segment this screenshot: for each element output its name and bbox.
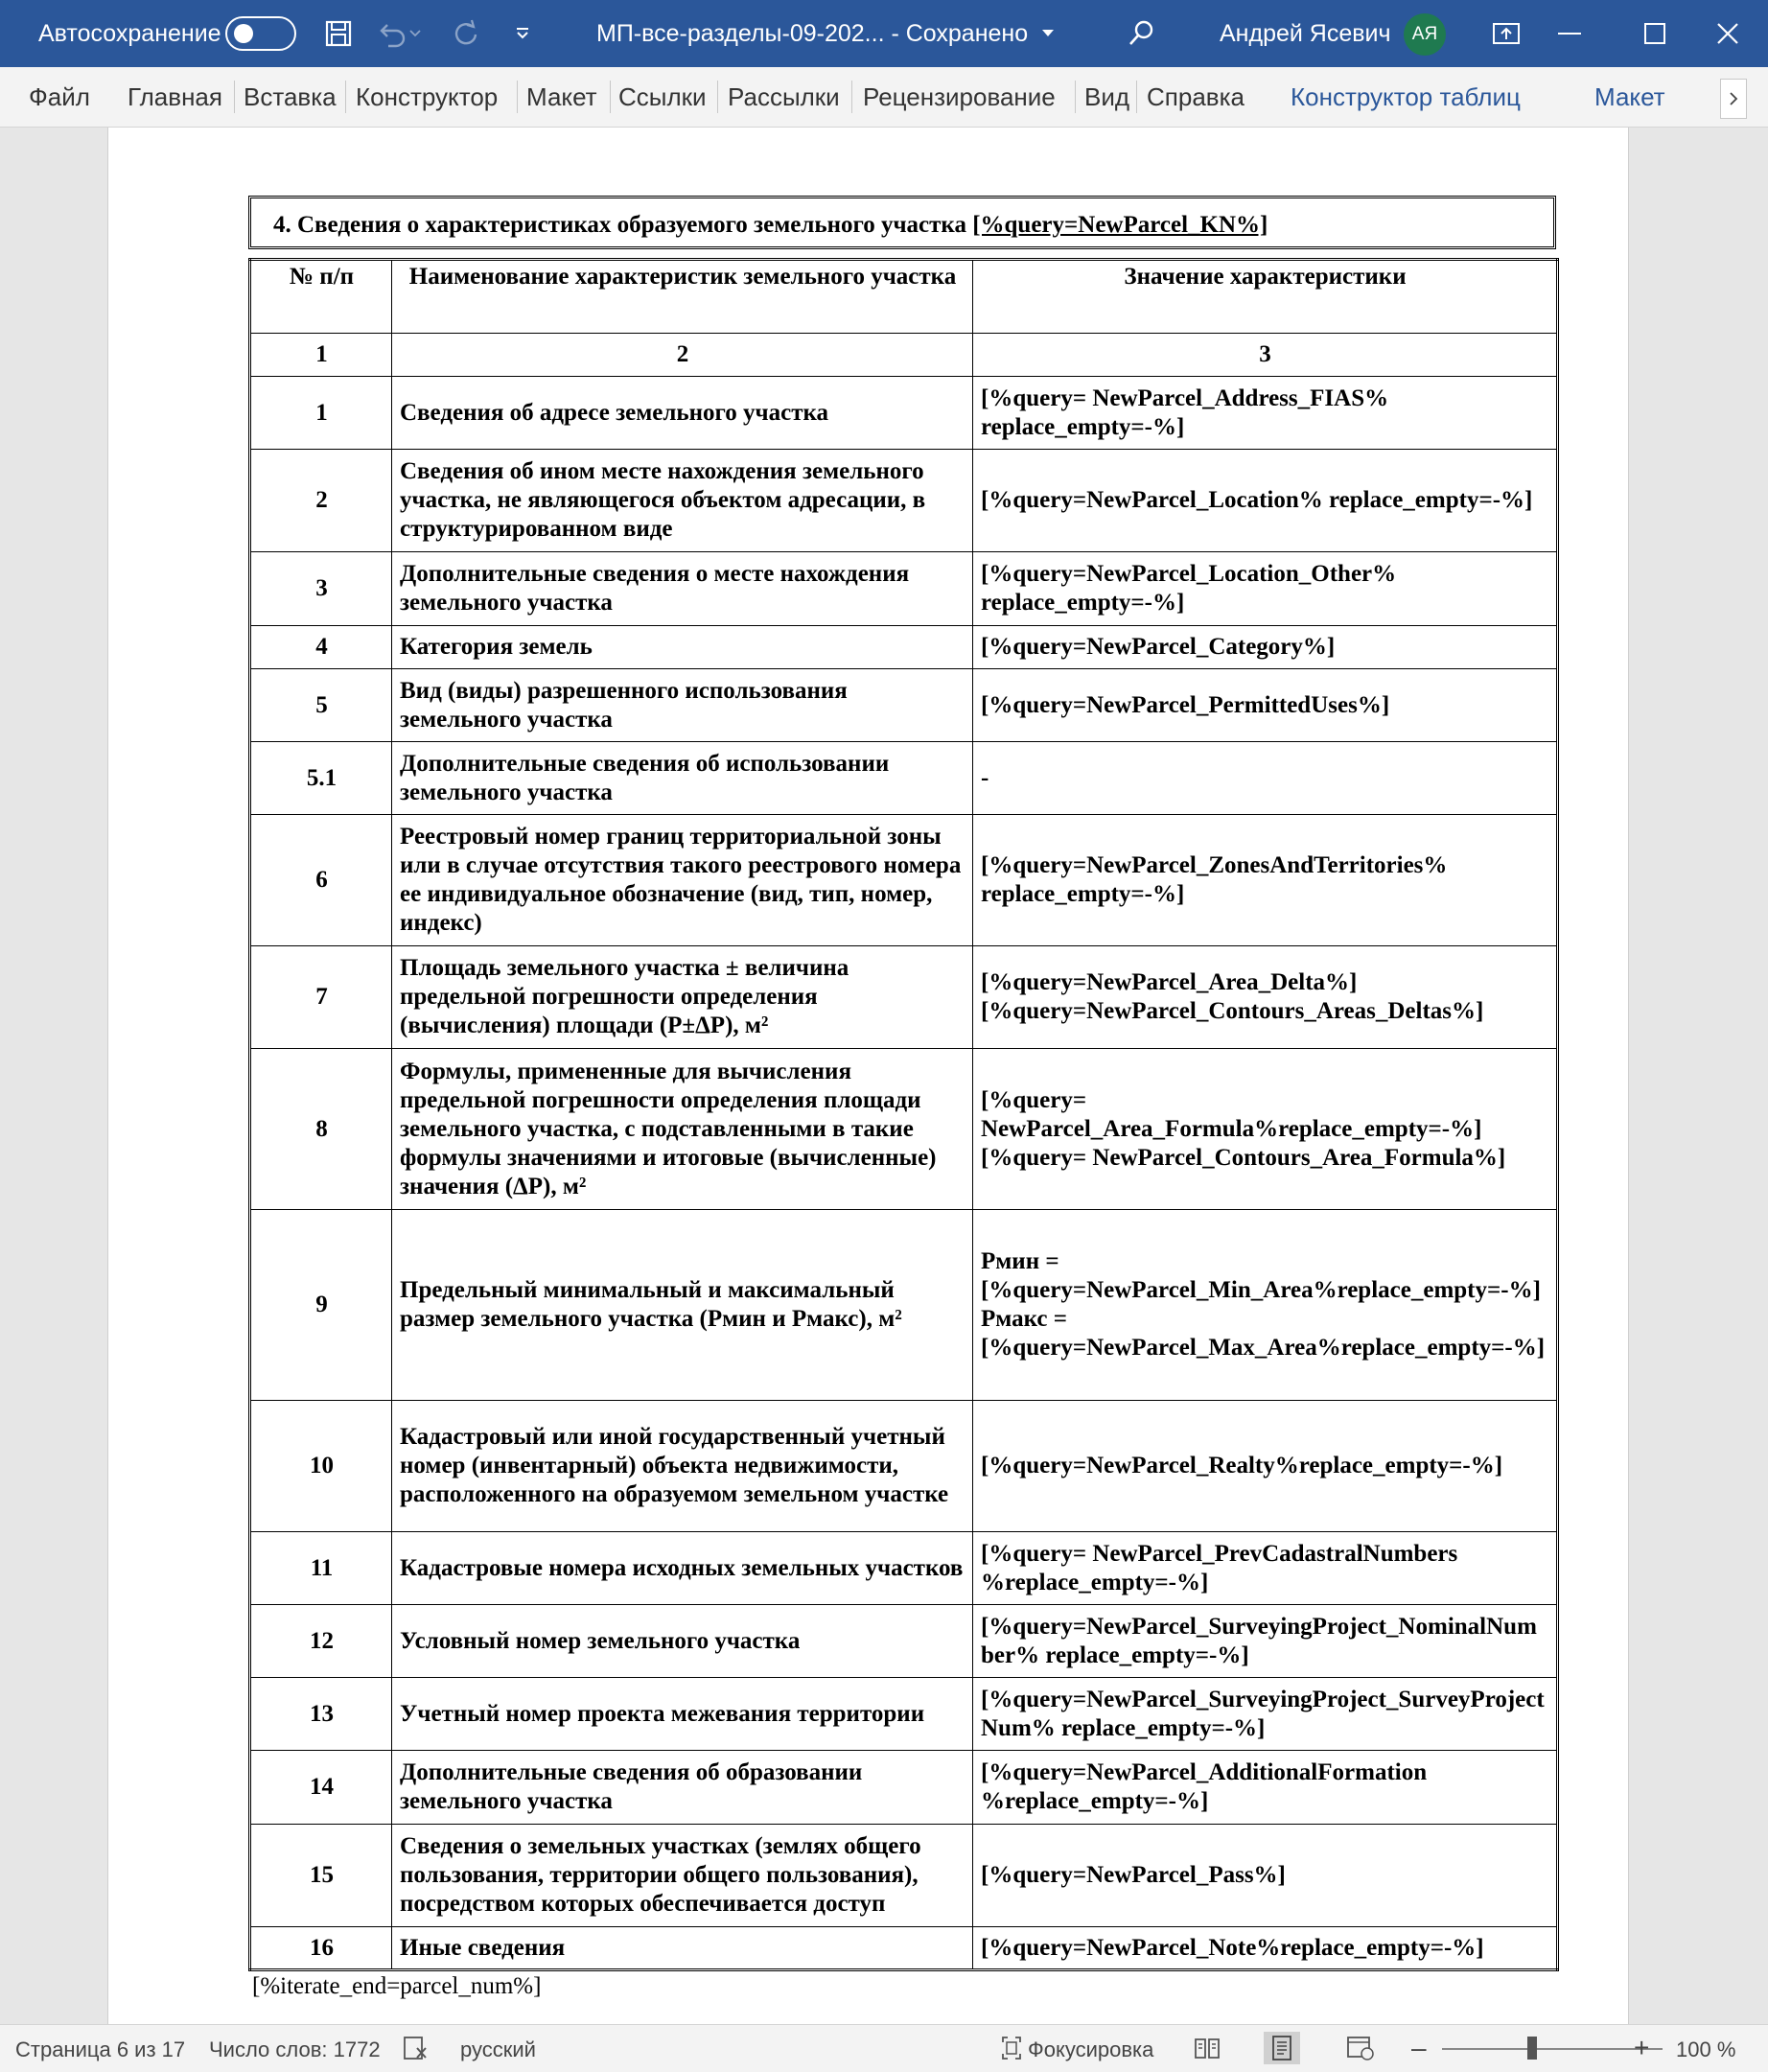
language[interactable]: русский xyxy=(460,2037,536,2061)
row-number[interactable]: 12 xyxy=(250,1605,392,1678)
row-value[interactable]: [%query=NewParcel_Category%] xyxy=(973,626,1558,669)
row-number[interactable]: 13 xyxy=(250,1678,392,1751)
table-row xyxy=(250,1401,1558,1532)
row-value[interactable]: [%query=NewParcel_Note%replace_empty=-%] xyxy=(973,1927,1558,1970)
tab-separator xyxy=(1075,81,1076,113)
table-row xyxy=(250,742,1558,815)
tab-help[interactable]: Справка xyxy=(1147,82,1245,111)
user-name[interactable]: Андрей Ясевич xyxy=(1220,20,1391,47)
ribbon-display-icon[interactable] xyxy=(1488,15,1524,52)
row-number[interactable]: 5 xyxy=(250,669,392,742)
column-header[interactable]: Значение характеристики xyxy=(973,260,1558,334)
print-layout-icon[interactable] xyxy=(1264,2032,1300,2064)
row-characteristic[interactable]: Учетный номер проекта межевания территории xyxy=(392,1678,973,1751)
row-number[interactable]: 16 xyxy=(250,1927,392,1970)
tab-separator xyxy=(234,81,235,113)
document-title[interactable]: МП-все-разделы-09-202... - Сохранено xyxy=(596,20,1029,47)
row-characteristic[interactable]: Категория земель xyxy=(392,626,973,669)
row-number[interactable]: 7 xyxy=(250,946,392,1049)
zoom-slider-thumb[interactable] xyxy=(1527,2037,1537,2060)
document-page[interactable] xyxy=(107,128,1629,2024)
close-icon[interactable] xyxy=(1710,15,1746,52)
tab-view[interactable]: Вид xyxy=(1084,82,1130,111)
row-value[interactable]: [%query=NewParcel_Location_Other% replace_empty=-%] xyxy=(973,552,1558,626)
row-number[interactable]: 9 xyxy=(250,1210,392,1401)
row-number[interactable]: 1 xyxy=(250,377,392,450)
read-mode-icon[interactable] xyxy=(1189,2032,1225,2064)
document-canvas[interactable] xyxy=(0,128,1768,2024)
row-value[interactable]: [%query= NewParcel_PrevCadastralNumbers %replace_empty=-%] xyxy=(973,1532,1558,1605)
table-row xyxy=(250,377,1558,450)
row-characteristic[interactable]: Формулы, примененные для вычисления предельной погрешности определения площади земельного участка, с подставленными в такие формулы значениями и итоговые (вычисленные) значения (ΔР), м² xyxy=(392,1049,973,1210)
column-header[interactable]: Наименование характеристик земельного участка xyxy=(392,260,973,334)
save-icon[interactable] xyxy=(320,15,357,52)
status-bar xyxy=(0,2024,1768,2072)
column-header[interactable]: № п/п xyxy=(250,260,392,334)
tab-separator xyxy=(1136,81,1137,113)
minimize-icon[interactable] xyxy=(1551,15,1588,52)
proofing-icon[interactable] xyxy=(397,2032,433,2064)
row-characteristic[interactable]: Реестровый номер границ территориальной зоны или в случае отсутствия такого реестрового номера ее индивидуальное обозначение (вид, тип, номер, индекс) xyxy=(392,815,973,946)
row-value[interactable]: [%query= NewParcel_Address_FIAS% replace_empty=-%] xyxy=(973,377,1558,450)
tab-mailings[interactable]: Рассылки xyxy=(728,82,840,111)
table-row xyxy=(250,1751,1558,1825)
row-number[interactable]: 2 xyxy=(250,450,392,552)
row-number[interactable]: 6 xyxy=(250,815,392,946)
column-index[interactable]: 3 xyxy=(973,334,1558,377)
table-row xyxy=(250,1678,1558,1751)
column-index[interactable]: 2 xyxy=(392,334,973,377)
row-number[interactable]: 4 xyxy=(250,626,392,669)
tab-separator xyxy=(610,81,611,113)
table-row xyxy=(250,1927,1558,1970)
tab-separator xyxy=(517,81,518,113)
row-characteristic[interactable]: Условный номер земельного участка xyxy=(392,1605,973,1678)
table-row xyxy=(250,552,1558,626)
tab-layout[interactable]: Макет xyxy=(526,82,597,111)
redo-icon[interactable] xyxy=(448,15,484,52)
web-layout-icon[interactable] xyxy=(1342,2032,1379,2064)
tab-references[interactable]: Ссылки xyxy=(618,82,707,111)
tab-file[interactable]: Файл xyxy=(29,82,90,111)
tab-table-layout[interactable]: Макет xyxy=(1594,82,1665,111)
row-characteristic[interactable]: Сведения об адресе земельного участка xyxy=(392,377,973,450)
row-value[interactable]: [%query=NewParcel_ZonesAndTerritories% replace_empty=-%] xyxy=(973,815,1558,946)
row-number[interactable]: 10 xyxy=(250,1401,392,1532)
zoom-slider[interactable] xyxy=(1442,2048,1663,2050)
customize-qat-icon[interactable] xyxy=(504,15,541,52)
table-row xyxy=(250,1210,1558,1401)
row-number[interactable]: 3 xyxy=(250,552,392,626)
table-index-row xyxy=(250,334,1558,377)
zoom-level[interactable]: 100 % xyxy=(1676,2037,1736,2061)
table-row xyxy=(250,450,1558,552)
toggle-knob xyxy=(234,24,253,43)
row-value[interactable]: [%query=NewParcel_Realty%replace_empty=-%] xyxy=(973,1401,1558,1532)
row-characteristic[interactable]: Площадь земельного участка ± величина предельной погрешности определения (вычисления) площади (Р±ΔР), м² xyxy=(392,946,973,1049)
iterate-end-tag[interactable]: [%iterate_end=parcel_num%] xyxy=(252,1973,542,1999)
row-characteristic[interactable]: Дополнительные сведения о месте нахождения земельного участка xyxy=(392,552,973,626)
tab-home[interactable]: Главная xyxy=(128,82,222,111)
row-value[interactable]: Рмин = [%query=NewParcel_Min_Area%replace_empty=-%] Рмакс = [%query=NewParcel_Max_Area%replace_empty=-%] xyxy=(973,1210,1558,1401)
table-row xyxy=(250,626,1558,669)
search-icon[interactable] xyxy=(1123,15,1159,52)
row-value[interactable]: [%query= NewParcel_Area_Formula%replace_empty=-%] [%query= NewParcel_Contours_Area_Formula%] xyxy=(973,1049,1558,1210)
tab-separator xyxy=(851,81,852,113)
title-bar xyxy=(0,0,1768,67)
table-row xyxy=(250,1532,1558,1605)
section-heading-field: [%query=NewParcel_KN%] xyxy=(972,212,1268,238)
tab-table-design[interactable]: Конструктор таблиц xyxy=(1291,82,1521,111)
word-count[interactable]: Число слов: 1772 xyxy=(209,2037,381,2061)
avatar[interactable]: АЯ xyxy=(1404,13,1446,56)
row-number[interactable]: 8 xyxy=(250,1049,392,1210)
row-number[interactable]: 15 xyxy=(250,1825,392,1927)
row-value[interactable]: [%query=NewParcel_Area_Delta%] [%query=NewParcel_Contours_Areas_Deltas%] xyxy=(973,946,1558,1049)
row-value[interactable]: [%query=NewParcel_PermittedUses%] xyxy=(973,669,1558,742)
row-value[interactable]: [%query=NewParcel_SurveyingProject_NominalNumber% replace_empty=-%] xyxy=(973,1605,1558,1678)
section-heading[interactable] xyxy=(248,196,1556,249)
tab-review[interactable]: Рецензирование xyxy=(863,82,1056,111)
autosave-label: Автосохранение xyxy=(38,20,221,47)
table-row xyxy=(250,1825,1558,1927)
table-header-row xyxy=(250,260,1558,334)
zoom-in-icon[interactable]: + xyxy=(1634,2033,1650,2062)
ribbon-tabs xyxy=(0,67,1768,128)
table-row xyxy=(250,946,1558,1049)
title-dropdown-icon[interactable] xyxy=(1030,15,1066,52)
tab-insert[interactable]: Вставка xyxy=(244,82,337,111)
focus-icon[interactable] xyxy=(993,2032,1030,2064)
row-number[interactable]: 14 xyxy=(250,1751,392,1825)
table-row xyxy=(250,669,1558,742)
autosave-toggle[interactable] xyxy=(225,16,296,51)
row-characteristic[interactable]: Кадастровый или иной государственный учетный номер (инвентарный) объекта недвижимости, расположенного на образуемом земельном участке xyxy=(392,1401,973,1532)
maximize-icon[interactable] xyxy=(1637,15,1673,52)
row-number[interactable]: 5.1 xyxy=(250,742,392,815)
column-index[interactable]: 1 xyxy=(250,334,392,377)
tab-separator xyxy=(717,81,718,113)
row-characteristic[interactable]: Сведения о земельных участках (землях общего пользования, территории общего пользования), посредством которых обеспечивается доступ xyxy=(392,1825,973,1927)
row-characteristic[interactable]: Вид (виды) разрешенного использования земельного участка xyxy=(392,669,973,742)
row-characteristic[interactable]: Сведения об ином месте нахождения земельного участка, не являющегося объектом адресации, в структурированном виде xyxy=(392,450,973,552)
row-value[interactable]: [%query=NewParcel_AdditionalFormation %replace_empty=-%] xyxy=(973,1751,1558,1825)
row-characteristic[interactable]: Предельный минимальный и максимальный размер земельного участка (Рмин и Рмакс), м² xyxy=(392,1210,973,1401)
row-characteristic[interactable]: Кадастровые номера исходных земельных участков xyxy=(392,1532,973,1605)
table-row xyxy=(250,815,1558,946)
focus-mode-label[interactable]: Фокусировка xyxy=(1028,2037,1154,2061)
characteristics-table[interactable] xyxy=(248,258,1559,1971)
table-row xyxy=(250,1049,1558,1210)
section-heading-text: 4. Сведения о характеристиках образуемого земельного участка xyxy=(273,212,973,238)
table-row xyxy=(250,1605,1558,1678)
row-value[interactable]: [%query=NewParcel_SurveyingProject_SurveyProjectNum% replace_empty=-%] xyxy=(973,1678,1558,1751)
row-characteristic[interactable]: Дополнительные сведения об образовании земельного участка xyxy=(392,1751,973,1825)
tab-separator xyxy=(345,81,346,113)
page-count[interactable]: Страница 6 из 17 xyxy=(15,2037,186,2061)
row-value[interactable]: [%query=NewParcel_Location% replace_empty=-%] xyxy=(973,450,1558,552)
tab-design[interactable]: Конструктор xyxy=(356,82,499,111)
chevron-right-icon xyxy=(1729,92,1738,105)
row-characteristic[interactable]: Дополнительные сведения об использовании земельного участка xyxy=(392,742,973,815)
undo-dropdown-icon[interactable] xyxy=(406,15,425,52)
ribbon-scroll-right-button[interactable] xyxy=(1720,79,1747,119)
row-value[interactable]: [%query=NewParcel_Pass%] xyxy=(973,1825,1558,1927)
zoom-out-icon[interactable]: – xyxy=(1411,2033,1427,2062)
row-number[interactable]: 11 xyxy=(250,1532,392,1605)
row-characteristic[interactable]: Иные сведения xyxy=(392,1927,973,1970)
row-value[interactable]: - xyxy=(973,742,1558,815)
